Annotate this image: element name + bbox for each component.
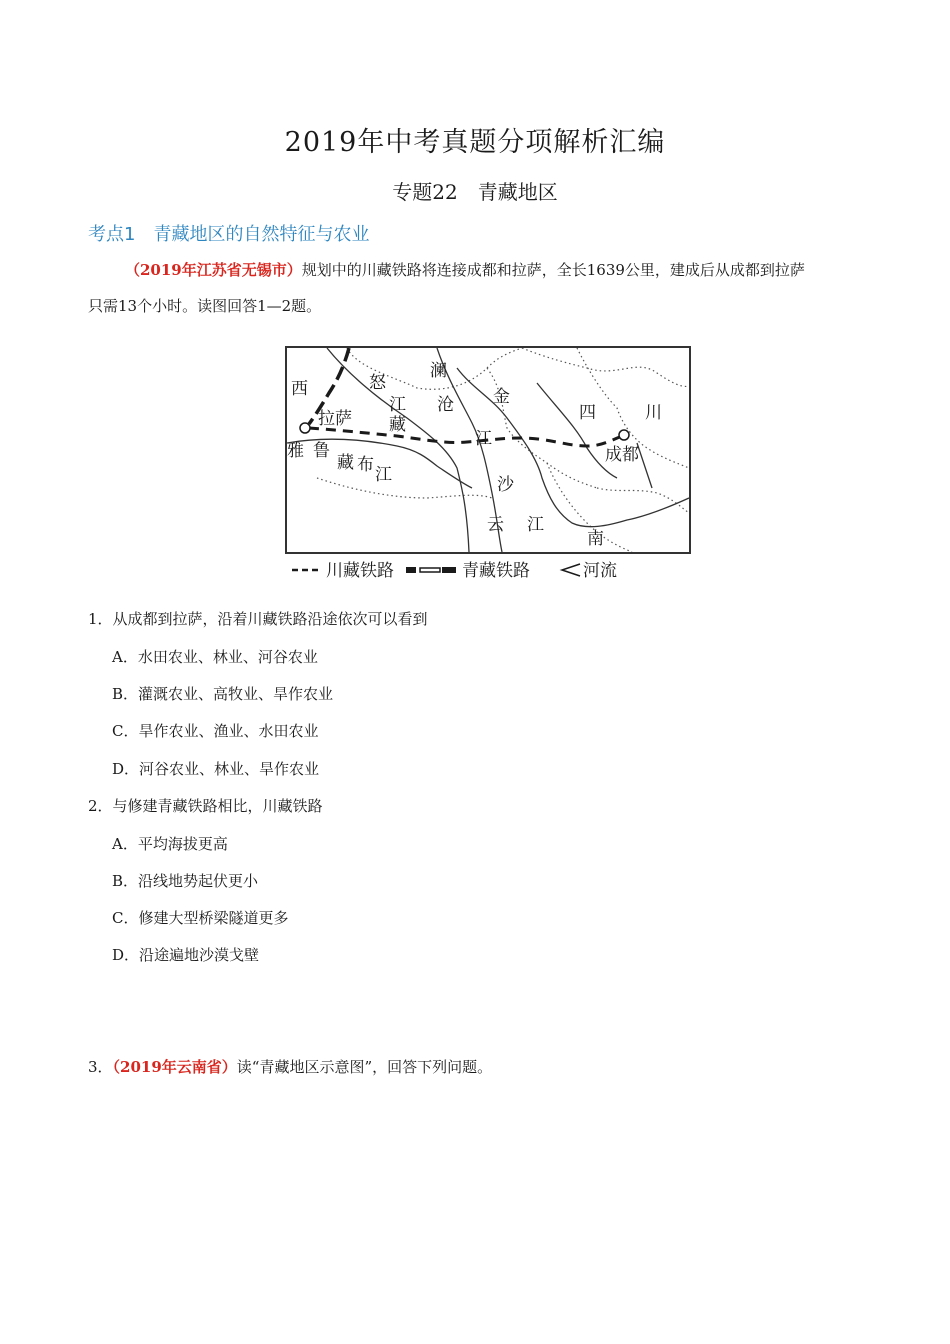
label-jiang-yz: 江 — [375, 465, 392, 485]
question-2-option-c: C．修建大型桥梁隧道更多 — [112, 909, 289, 927]
legend-river-symbol — [562, 564, 580, 576]
legend-sichuan-tibet-label: 川藏铁路 — [326, 561, 394, 581]
label-si: 四 — [579, 403, 596, 423]
label-xi: 西 — [291, 379, 308, 399]
label-zangbu: 藏 — [337, 453, 354, 473]
intro-line-2: 只需13个小时。读图回答1—2题。 — [88, 297, 322, 315]
map-legend — [290, 558, 690, 582]
label-jin: 金 — [493, 387, 510, 407]
label-lasa: 拉萨 — [318, 409, 352, 429]
question-2-option-b: B．沿线地势起伏更小 — [112, 872, 259, 890]
page-subtitle: 专题22 青藏地区 — [392, 180, 558, 204]
question-1-option-b: B．灌溉农业、高牧业、旱作农业 — [112, 685, 334, 703]
chengdu-marker — [619, 430, 629, 440]
legend-qinghai-tibet-symbol-a — [406, 567, 416, 573]
map-legend-svg — [290, 558, 690, 582]
question-2-option-a: A．平均海拔更高 — [112, 835, 228, 853]
label-lu: 鲁 — [313, 441, 330, 461]
nu-river — [327, 348, 469, 552]
question-3-text: 读“青藏地区示意图”，回答下列问题。 — [236, 1058, 493, 1076]
label-chengdu: 成都 — [605, 445, 639, 465]
label-bu: 布 — [357, 455, 374, 475]
question-1-option-c: C．旱作农业、渔业、水田农业 — [112, 722, 319, 740]
question-2-option-d: D．沿途遍地沙漠戈壁 — [112, 946, 260, 964]
label-chuan: 川 — [645, 403, 662, 423]
intro-line-1 — [125, 260, 915, 280]
railway-map — [285, 346, 691, 554]
label-lanjiang: 江 — [475, 429, 492, 449]
question-3-num: 3． — [88, 1058, 113, 1076]
section-heading: 考点1 青藏地区的自然特征与农业 — [88, 224, 370, 245]
legend-river-label: 河流 — [583, 561, 617, 581]
label-nujiang: 江 — [389, 395, 406, 415]
label-yun: 云 — [487, 515, 504, 535]
legend-qinghai-tibet-symbol-b — [420, 568, 440, 572]
intro-text-1: 规划中的川藏铁路将连接成都和拉萨，全长1639公里，建成后从成都到拉萨 — [301, 261, 805, 279]
label-yalu: 雅 — [287, 441, 304, 461]
label-nan: 南 — [587, 529, 604, 549]
question-2-stem: 2．与修建青藏铁路相比，川藏铁路 — [88, 797, 323, 815]
legend-qinghai-tibet-symbol-c — [442, 567, 456, 573]
label-sha: 沙 — [497, 475, 514, 495]
question-3 — [88, 1056, 492, 1077]
intro-source: （2019年江苏省无锡市） — [125, 261, 302, 279]
label-cang: 沧 — [437, 395, 454, 415]
legend-qinghai-tibet-label: 青藏铁路 — [462, 561, 530, 581]
question-1-option-d: D．河谷农业、林业、旱作农业 — [112, 760, 320, 778]
question-1-stem: 1．从成都到拉萨，沿着川藏铁路沿途依次可以看到 — [88, 610, 428, 628]
lasa-marker — [300, 423, 310, 433]
page-title: 2019年中考真题分项解析汇编 — [284, 127, 666, 158]
sichuan-tibet-railway — [309, 428, 622, 446]
question-1-option-a: A．水田农业、林业、河谷农业 — [112, 648, 318, 666]
label-jinjiang: 江 — [527, 515, 544, 535]
question-3-source: （2019年云南省） — [112, 1058, 237, 1076]
label-lan: 澜 — [430, 361, 447, 381]
railway-map-svg — [287, 348, 689, 552]
label-zang: 藏 — [389, 415, 406, 435]
label-nu: 怒 — [369, 373, 386, 393]
